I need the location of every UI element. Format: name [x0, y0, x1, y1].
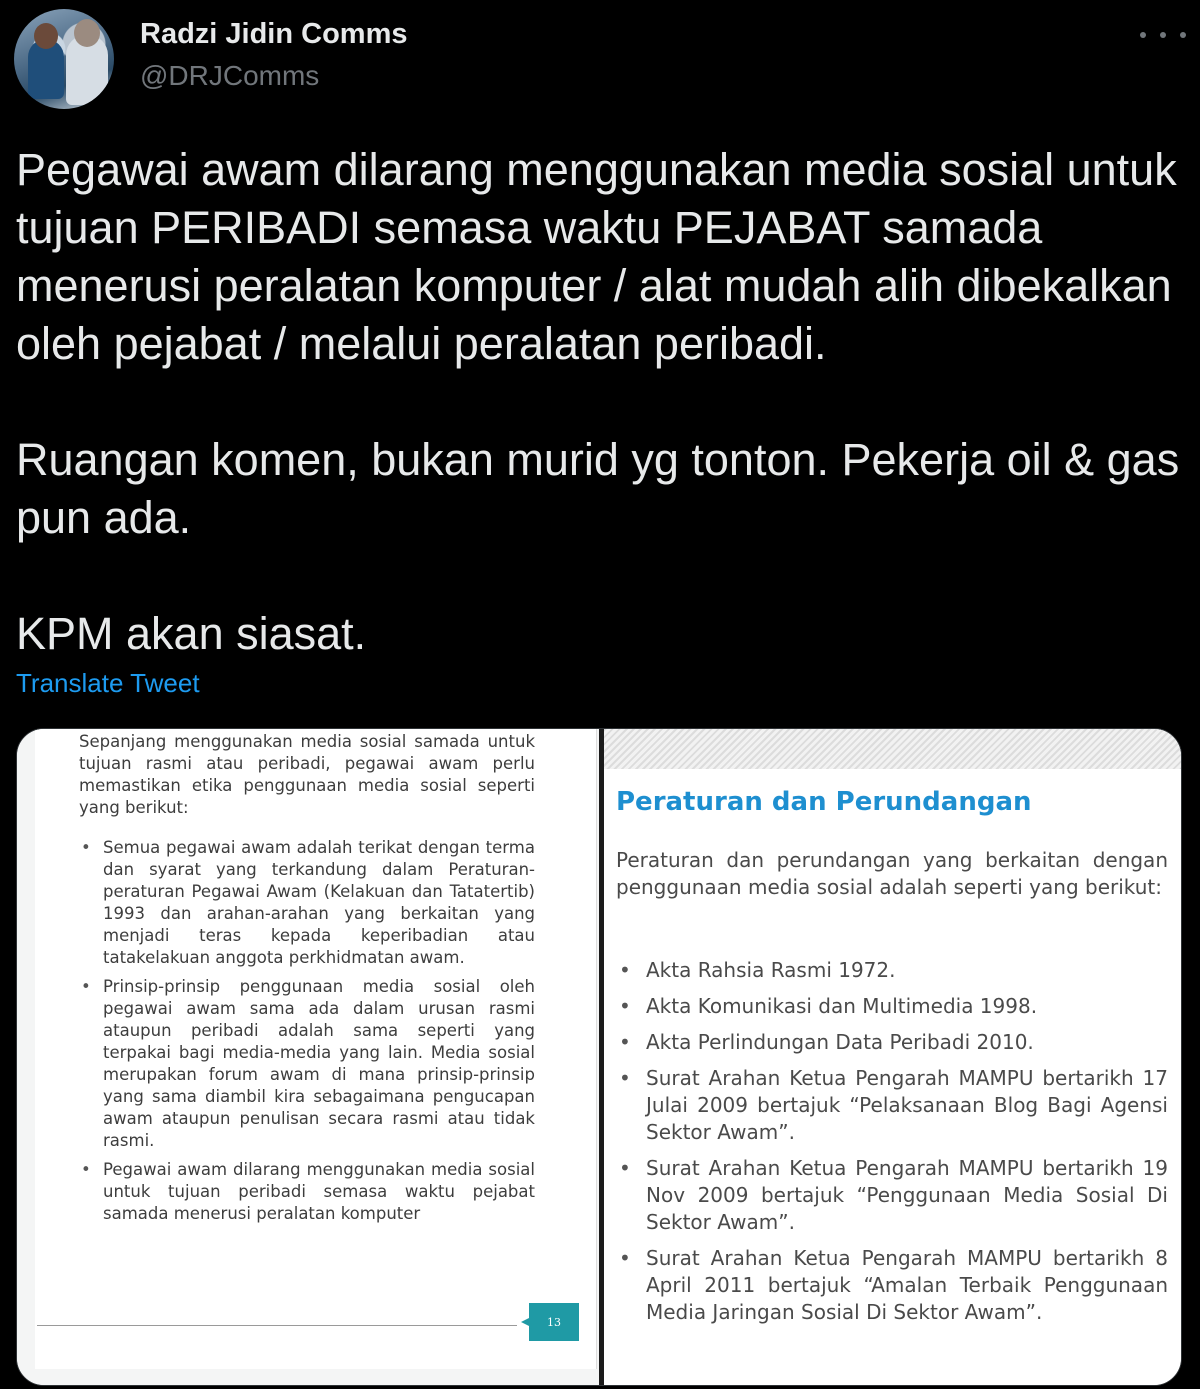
- list-item: • Surat Arahan Ketua Pengarah MAMPU bertarikh 8 April 2011 bertajuk “Amalan Terbaik Penggunaan Media Jaringan Sosial Di Sektor Awam”.: [616, 1245, 1168, 1326]
- right-page-title: Peraturan dan Perundangan: [616, 787, 1032, 817]
- more-dot: [1140, 32, 1146, 38]
- avatar[interactable]: [14, 9, 114, 109]
- translate-tweet-link[interactable]: Translate Tweet: [16, 668, 200, 698]
- author-display-name[interactable]: Radzi Jidin Comms: [140, 18, 408, 50]
- tweet-paragraph: Pegawai awam dilarang menggunakan media sosial untuk tujuan PERIBADI semasa waktu PEJABAT samada menerusi peralatan komputer / alat mudah alih dibekalkan oleh pejabat / melalui peralatan peribadi.: [16, 144, 1177, 369]
- document-page-left: [17, 729, 599, 1386]
- right-page-bullets: [616, 957, 1168, 1335]
- avatar-person-head-2: [74, 19, 100, 47]
- more-dot: [1180, 32, 1186, 38]
- list-item: • Prinsip-prinsip penggunaan media sosial oleh pegawai awam sama ada dalam urusan rasmi ataupun peribadi adalah sama seperti yang terpakai bagi media-media yang lain. Media sosial merupakan forum awam di mana prinsip-prinsip yang sama diambil kira sebagaimana pengucapan awam ataupun penulisan secara rasmi atau tidak rasmi.: [79, 976, 535, 1152]
- left-page-bullets: [79, 837, 535, 1232]
- list-item: • Surat Arahan Ketua Pengarah MAMPU bertarikh 19 Nov 2009 bertajuk “Penggunaan Media Sosial Di Sektor Awam”.: [616, 1155, 1168, 1236]
- list-item: • Pegawai awam dilarang menggunakan media sosial untuk tujuan peribadi semasa waktu pejabat samada menerusi peralatan komputer: [79, 1159, 535, 1225]
- avatar-person-head: [34, 23, 58, 49]
- list-item: • Surat Arahan Ketua Pengarah MAMPU bertarikh 17 Julai 2009 bertajuk “Pelaksanaan Blog Bagi Agensi Sektor Awam”.: [616, 1065, 1168, 1146]
- tweet-paragraph: KPM akan siasat.: [16, 608, 367, 659]
- page-footer-line: [37, 1325, 517, 1326]
- page-number-badge: 13: [529, 1303, 579, 1341]
- author-handle[interactable]: @DRJComms: [140, 60, 320, 91]
- left-page-intro: Sepanjang menggunakan media sosial samada untuk tujuan rasmi atau peribadi, pegawai awam perlu memastikan etika penggunaan media sosial seperti yang berikut:: [79, 732, 535, 817]
- page-header-hatch: [604, 729, 1182, 769]
- tweet-media-image[interactable]: [16, 728, 1182, 1386]
- list-item: • Akta Komunikasi dan Multimedia 1998.: [616, 993, 1168, 1020]
- tweet-paragraph: Ruangan komen, bukan murid yg tonton. Pekerja oil & gas pun ada.: [16, 434, 1180, 543]
- more-dot: [1160, 32, 1166, 38]
- document-page-right: [604, 729, 1182, 1386]
- list-item: • Semua pegawai awam adalah terikat dengan terma dan syarat yang terkandung dalam Peraturan-peraturan Pegawai Awam (Kelakuan dan Tatatertib) 1993 dan arahan-arahan yang berkaitan yang menjadi teras kepada keperibadian atau tatakelakuan anggota perkhidmatan awam.: [79, 837, 535, 969]
- list-item: • Akta Rahsia Rasmi 1972.: [616, 957, 1168, 984]
- tweet-text: [16, 141, 1191, 663]
- right-page-intro: Peraturan dan perundangan yang berkaitan dengan penggunaan media sosial adalah seperti yang berikut:: [616, 848, 1168, 899]
- list-item: • Akta Perlindungan Data Peribadi 2010.: [616, 1029, 1168, 1056]
- more-horizontal-icon[interactable]: [1140, 22, 1186, 48]
